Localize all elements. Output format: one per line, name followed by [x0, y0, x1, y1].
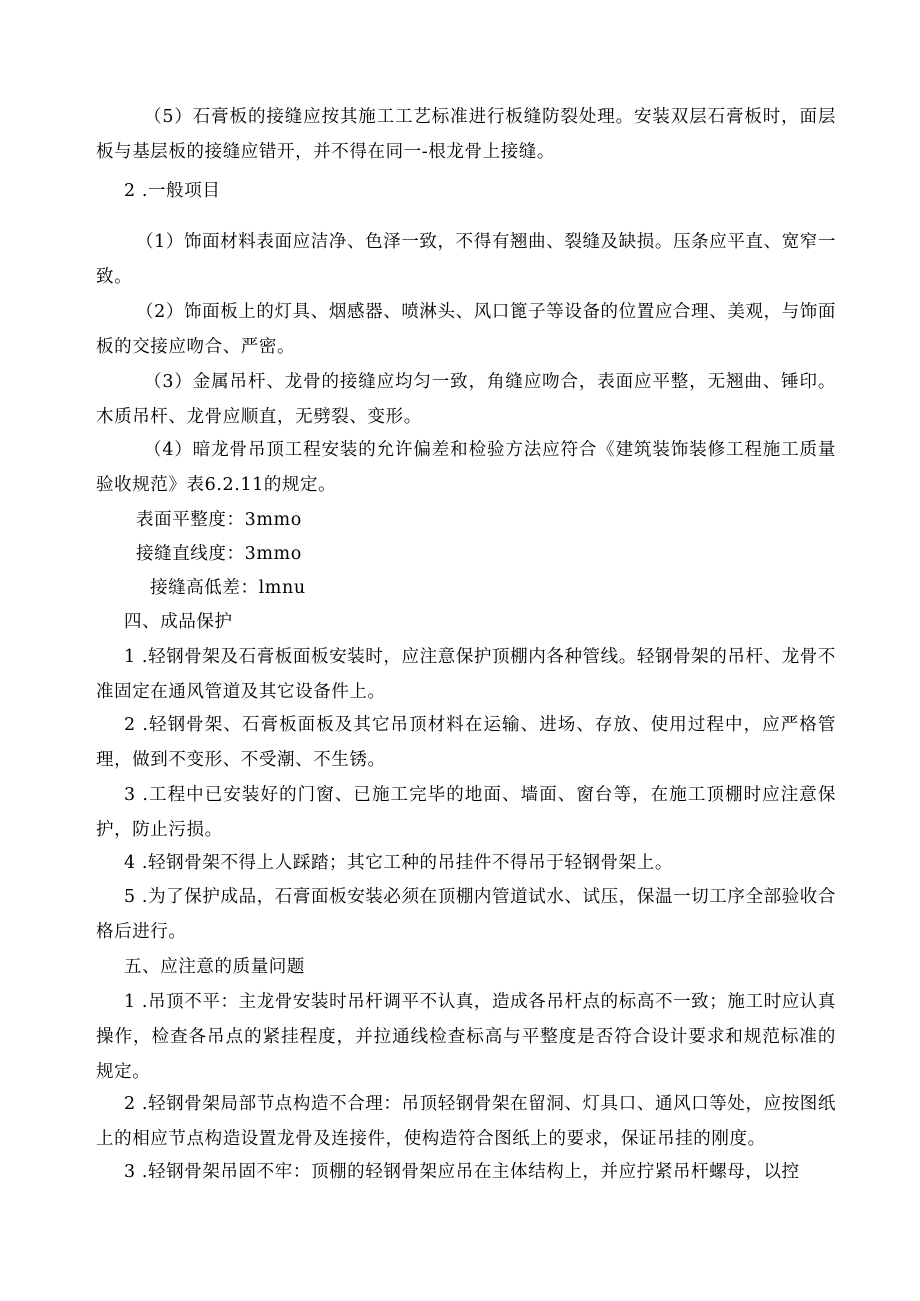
paragraph-general-item-4: （4）暗龙骨吊顶工程安装的允许偏差和检验方法应符合《建筑装饰装修工程施工质量验收规范》表6.2.11的规定。	[96, 440, 836, 495]
paragraph-quality-issue-1: 1 .吊顶不平：主龙骨安装时吊杆调平不认真，造成各吊杆点的标高不一致；施工时应认真操作，检查各吊点的紧挂程度，并拉通线检查标高与平整度是否符合设计要求和规范标准的规定。	[96, 992, 836, 1082]
tolerance-joint-height-difference: 接缝高低差：lmnu	[150, 578, 306, 598]
paragraph-general-item-3: （3）金属吊杆、龙骨的接缝应均匀一致，角缝应吻合，表面应平整，无翘曲、锤印。木质吊杆、龙骨应顺直，无劈裂、变形。	[96, 372, 836, 427]
paragraph-protection-3: 3 .工程中已安装好的门窗、已施工完毕的地面、墙面、窗台等，在施工顶棚时应注意保护，防止污损。	[96, 785, 836, 840]
heading-general-items: 2 .一般项目	[124, 181, 221, 201]
paragraph-quality-issue-2: 2 .轻钢骨架局部节点构造不合理：吊顶轻钢骨架在留洞、灯具口、通风口等处，应按图纸上的相应节点构造设置龙骨及连接件，使构造符合图纸上的要求，保证吊挂的刚度。	[96, 1094, 836, 1149]
tolerance-joint-straightness: 接缝直线度：3mmo	[136, 544, 302, 564]
paragraph-protection-1: 1 .轻钢骨架及石膏板面板安装时，应注意保护顶棚内各种管线。轻钢骨架的吊杆、龙骨不准固定在通风管道及其它设备件上。	[96, 647, 836, 702]
section-heading-product-protection: 四、成品保护	[124, 612, 233, 632]
paragraph-protection-5: 5 .为了保护成品，石膏面板安装必须在顶棚内管道试水、试压，保温一切工序全部验收合格后进行。	[96, 887, 836, 942]
paragraph-general-item-2: （2）饰面板上的灯具、烟感器、喷淋头、风口篦子等设备的位置应合理、美观，与饰面板的交接应吻合、严密。	[96, 302, 836, 357]
paragraph-item-5-joint-treatment: （5）石膏板的接缝应按其施工工艺标准进行板缝防裂处理。安装双层石膏板时，面层板与基层板的接缝应错开，并不得在同一-根龙骨上接缝。	[96, 107, 836, 162]
paragraph-protection-4: 4 .轻钢骨架不得上人踩踏；其它工种的吊挂件不得吊于轻钢骨架上。	[124, 853, 673, 873]
paragraph-general-item-1: （1）饰面材料表面应洁净、色泽一致，不得有翘曲、裂缝及缺损。压条应平直、宽窄一致。	[96, 232, 836, 287]
tolerance-flatness: 表面平整度：3mmo	[136, 510, 302, 530]
paragraph-protection-2: 2 .轻钢骨架、石膏板面板及其它吊顶材料在运输、进场、存放、使用过程中，应严格管理，做到不变形、不受潮、不生锈。	[96, 715, 836, 770]
paragraph-quality-issue-3: 3 .轻钢骨架吊固不牢：顶棚的轻钢骨架应吊在主体结构上，并应拧紧吊杆螺母，以控	[124, 1162, 800, 1182]
section-heading-quality-issues: 五、应注意的质量问题	[124, 957, 305, 977]
